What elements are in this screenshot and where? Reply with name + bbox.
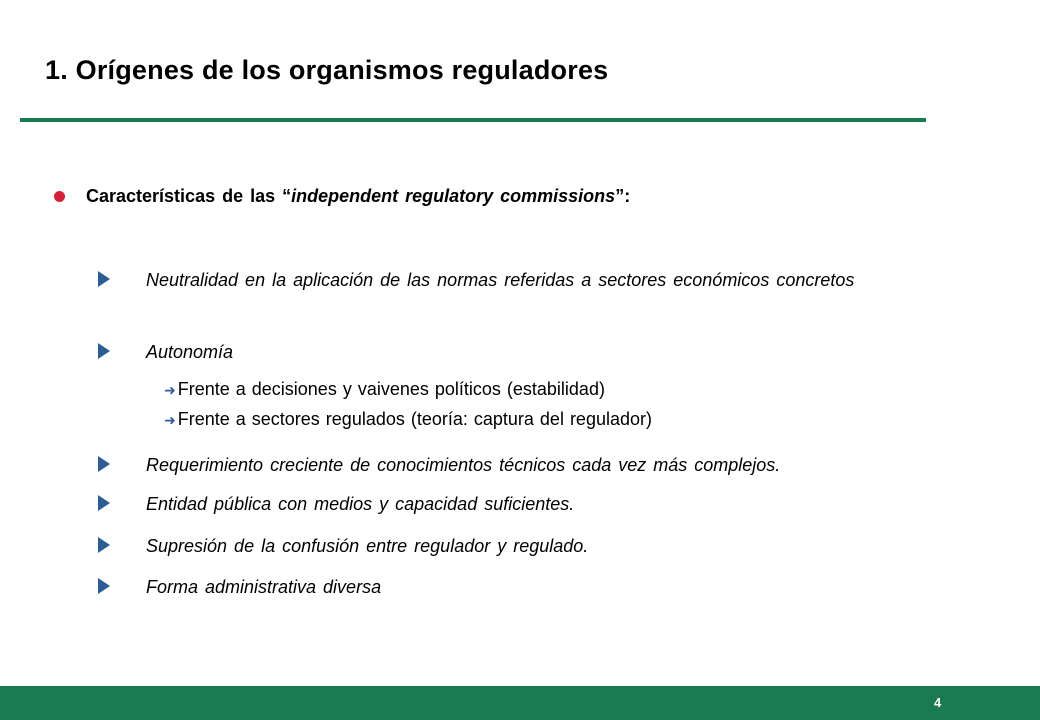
bullet-text: Entidad pública con medios y capacidad suficientes. xyxy=(146,494,575,514)
bullet-text: Requerimiento creciente de conocimientos técnicos cada vez más complejos. xyxy=(146,455,781,475)
heading-bullet xyxy=(54,186,630,207)
sub-bullet-item xyxy=(164,409,652,430)
title-divider xyxy=(20,118,926,122)
sub-bullet-text: Frente a sectores regulados (teoría: captura del regulador) xyxy=(177,409,652,429)
red-dot-icon xyxy=(54,191,65,202)
bullet-text: Supresión de la confusión entre regulador y regulado. xyxy=(146,536,589,556)
page-number: 4 xyxy=(934,695,942,710)
blue-triangle-icon xyxy=(98,578,110,594)
bullet-item xyxy=(98,491,986,517)
blue-triangle-icon xyxy=(98,271,110,287)
bullet-item xyxy=(98,574,986,600)
slide-title: 1. Orígenes de los organismos reguladores xyxy=(45,55,609,85)
heading-suffix: ”: xyxy=(615,186,631,206)
sub-bullet-text: Frente a decisiones y vaivenes políticos (estabilidad) xyxy=(177,379,605,399)
bullet-item xyxy=(98,452,986,478)
heading-text xyxy=(86,186,630,207)
bullet-text: Neutralidad en la aplicación de las normas referidas a sectores económicos concretos xyxy=(146,270,855,290)
blue-triangle-icon xyxy=(98,537,110,553)
heading-prefix: Características de las “ xyxy=(86,186,292,206)
blue-arrow-icon: ➜ xyxy=(164,411,176,428)
heading-italic: independent regulatory commissions xyxy=(291,186,616,206)
sub-bullet-item xyxy=(164,379,605,400)
bullet-text: Autonomía xyxy=(146,342,234,362)
footer-bar xyxy=(0,686,1040,720)
blue-triangle-icon xyxy=(98,456,110,472)
blue-arrow-icon: ➜ xyxy=(164,381,176,398)
blue-triangle-icon xyxy=(98,495,110,511)
bullet-item xyxy=(98,533,986,559)
blue-triangle-icon xyxy=(98,343,110,359)
bullet-item xyxy=(98,267,986,293)
bullet-text: Forma administrativa diversa xyxy=(146,577,382,597)
bullet-item xyxy=(98,339,986,365)
